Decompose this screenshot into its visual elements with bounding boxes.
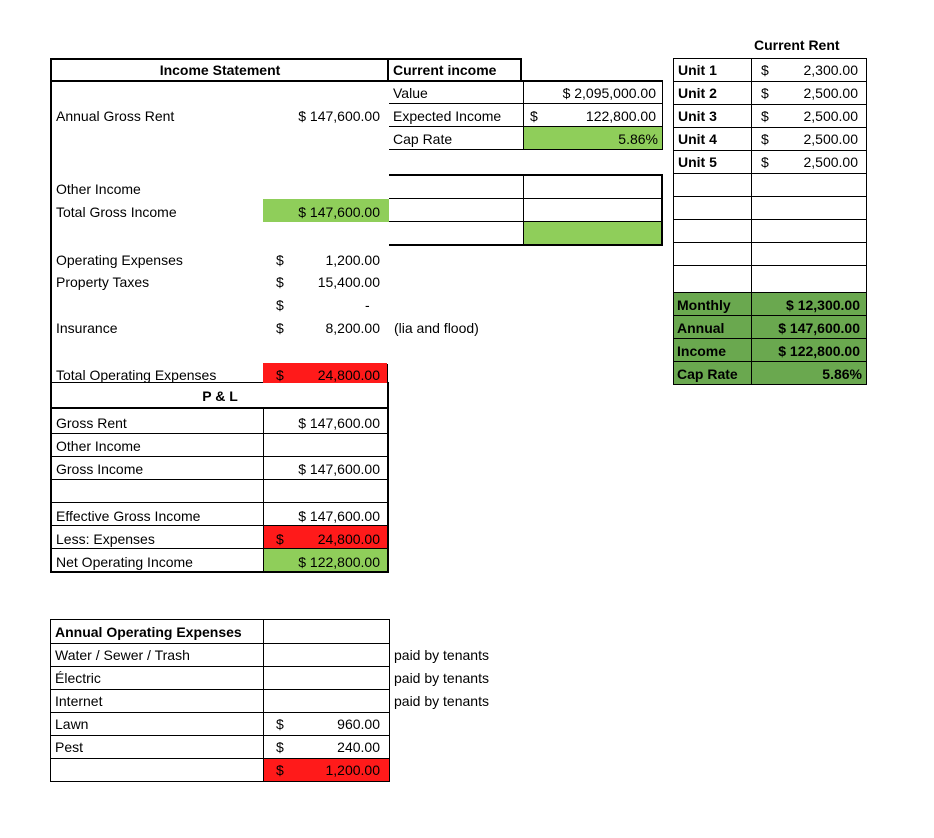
total-operating-expenses-value: 24,800.00 — [317, 367, 380, 383]
unit-2-label: Unit 2 — [678, 85, 717, 101]
currency-symbol: $ — [276, 367, 284, 383]
unit-5-rent: 2,500.00 — [803, 154, 858, 170]
currency-symbol: $ — [761, 108, 769, 124]
opex-total-value: 1,200.00 — [325, 762, 380, 778]
currency-symbol: $ — [276, 716, 284, 732]
empty-green-cell — [524, 222, 661, 244]
expected-income-value: 122,800.00 — [585, 108, 656, 124]
value-label: Value — [393, 85, 428, 101]
cap-rate-label: Cap Rate — [393, 131, 453, 147]
currency-symbol: $ — [761, 62, 769, 78]
currency-symbol: $ — [276, 739, 284, 755]
pest-value: 240.00 — [337, 739, 380, 755]
unit-3-rent: 2,500.00 — [803, 108, 858, 124]
noi-value: $ 122,800.00 — [298, 554, 380, 570]
less-expenses-value: 24,800.00 — [317, 531, 380, 547]
unit-1-label: Unit 1 — [678, 62, 717, 78]
income-statement-title: Income Statement — [159, 62, 281, 78]
electric-note: paid by tenants — [394, 670, 489, 686]
internet-note: paid by tenants — [394, 693, 489, 709]
unit-1-rent: 2,300.00 — [803, 62, 858, 78]
total-gross-income-label: Total Gross Income — [56, 204, 177, 220]
currency-symbol: $ — [276, 762, 284, 778]
rent-cap-rate-value: 5.86% — [822, 366, 862, 382]
insurance-value: 8,200.00 — [325, 320, 380, 336]
unit-4-label: Unit 4 — [678, 131, 717, 147]
annual-label: Annual — [677, 320, 725, 336]
unit-2-rent: 2,500.00 — [803, 85, 858, 101]
currency-symbol: $ — [761, 154, 769, 170]
currency-symbol: $ — [276, 531, 284, 547]
annual-gross-rent-label: Annual Gross Rent — [56, 108, 175, 124]
blank-expense-value: - — [365, 297, 370, 313]
annual-opex-title: Annual Operating Expenses — [55, 624, 242, 640]
noi-label: Net Operating Income — [56, 554, 193, 570]
effective-gross-income-value: $ 147,600.00 — [298, 508, 380, 524]
unit-5-label: Unit 5 — [678, 154, 717, 170]
income-value: $ 122,800.00 — [778, 343, 860, 359]
value-amount: $ 2,095,000.00 — [562, 85, 656, 101]
gross-rent-label: Gross Rent — [56, 415, 127, 431]
currency-symbol: $ — [276, 274, 284, 290]
cap-rate-value: 5.86% — [618, 131, 658, 147]
water-note: paid by tenants — [394, 647, 489, 663]
electric-label: Électric — [55, 670, 101, 686]
lawn-label: Lawn — [55, 716, 89, 732]
lawn-value: 960.00 — [337, 716, 380, 732]
currency-symbol: $ — [761, 131, 769, 147]
pest-label: Pest — [55, 739, 84, 755]
other-income-label: Other Income — [56, 181, 141, 197]
gross-income-label: Gross Income — [56, 461, 144, 477]
unit-4-rent: 2,500.00 — [803, 131, 858, 147]
total-operating-expenses-label: Total Operating Expenses — [56, 367, 217, 383]
monthly-label: Monthly — [677, 297, 731, 313]
operating-expenses-label: Operating Expenses — [56, 252, 183, 268]
annual-gross-rent-value: $ 147,600.00 — [298, 108, 380, 124]
currency-symbol: $ — [761, 85, 769, 101]
rent-cap-rate-label: Cap Rate — [677, 366, 738, 382]
currency-symbol: $ — [276, 252, 284, 268]
income-label: Income — [677, 343, 727, 359]
gross-income-value: $ 147,600.00 — [298, 461, 380, 477]
gross-rent-value: $ 147,600.00 — [298, 415, 380, 431]
less-expenses-label: Less: Expenses — [56, 531, 155, 547]
current-rent-title: Current Rent — [754, 37, 840, 53]
currency-symbol: $ — [276, 320, 284, 336]
unit-3-label: Unit 3 — [678, 108, 717, 124]
internet-label: Internet — [55, 693, 103, 709]
property-taxes-value: 15,400.00 — [317, 274, 380, 290]
property-taxes-label: Property Taxes — [56, 274, 150, 290]
operating-expenses-value: 1,200.00 — [325, 252, 380, 268]
effective-gross-income-label: Effective Gross Income — [56, 508, 201, 524]
monthly-value: $ 12,300.00 — [786, 297, 860, 313]
water-label: Water / Sewer / Trash — [55, 647, 190, 663]
current-income-title: Current income — [393, 62, 497, 78]
expected-income-label: Expected Income — [393, 108, 502, 124]
pnl-other-income-label: Other Income — [56, 438, 141, 454]
currency-symbol: $ — [276, 297, 284, 313]
currency-symbol: $ — [530, 108, 538, 124]
insurance-note: (lia and flood) — [394, 320, 479, 336]
pnl-title: P & L — [202, 388, 238, 404]
total-gross-income-value: $ 147,600.00 — [298, 204, 380, 220]
annual-value: $ 147,600.00 — [778, 320, 860, 336]
insurance-label: Insurance — [56, 320, 118, 336]
